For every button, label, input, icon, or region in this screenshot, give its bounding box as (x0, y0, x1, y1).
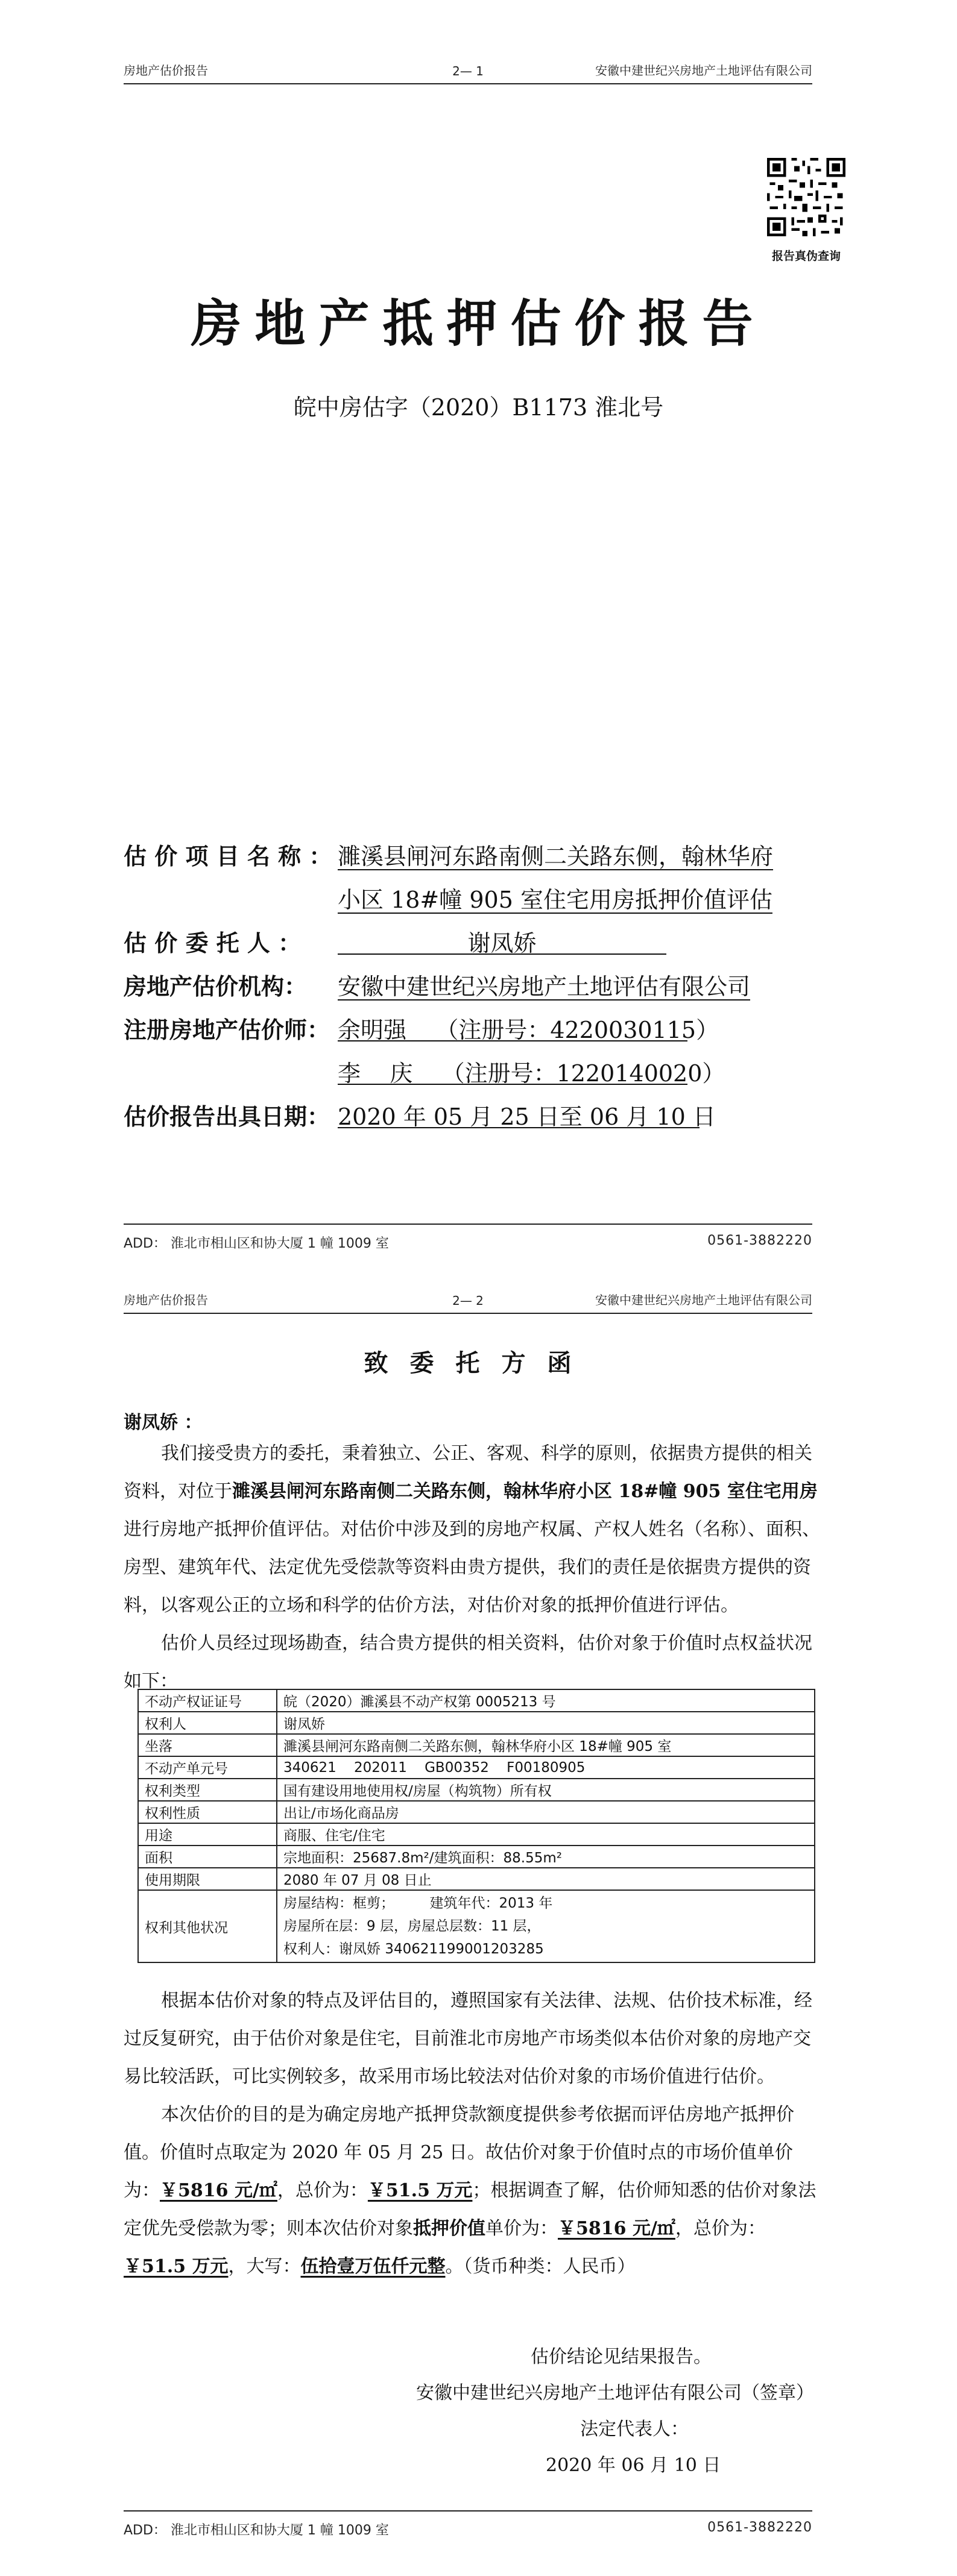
project-row-2 (124, 881, 817, 915)
running-header (124, 1290, 812, 1314)
qr-caption: 报告真伪查询 (771, 250, 841, 263)
appraiser-row-2 (124, 1055, 817, 1089)
table-row (138, 1712, 815, 1734)
table-row (138, 1846, 815, 1868)
footer-phone: 0561-3882220 (707, 1233, 812, 1248)
project-label: 估 价 项 目 名 称 ： (124, 843, 332, 870)
other-status-line: 权利人：谢凤娇 340621199001203285 (283, 1941, 544, 1957)
appraiser-label: 注册房地产估价师： (124, 1016, 330, 1043)
agency-label: 房地产估价机构： (124, 973, 308, 1000)
mortgage-price-words: 伍拾壹万伍仟元整 (300, 2256, 446, 2277)
letter-paragraph-2 (124, 1982, 823, 2285)
valuation-text-d: 单价为： (485, 2218, 558, 2239)
table-key: 不动产单元号 (138, 1756, 277, 1779)
table-row (138, 1868, 815, 1890)
table-value: 濉溪县闸河东路南侧二关路东侧，翰林华府小区 18#幢 905 室 (277, 1734, 815, 1756)
table-row (138, 1734, 815, 1756)
valuation-text-f: ，大写： (228, 2256, 301, 2277)
table-key: 权利类型 (138, 1779, 277, 1801)
report-number: 皖中房估字（2020）B1173 淮北号 (293, 394, 664, 421)
conclusion-note: 估价结论见结果报告。 (531, 2346, 712, 2367)
paragraph-intro (124, 1434, 823, 1624)
letter-salutation: 谢凤娇 ： (124, 1412, 203, 1433)
project-name-line2: 小区 18#幢 905 室住宅用房抵押价值评估 (338, 887, 772, 913)
paragraph-valuation (124, 2096, 823, 2285)
running-footer (124, 2510, 812, 2540)
header-company: 安徽中建世纪兴房地产土地评估有限公司 (595, 1293, 812, 1307)
letter-title: 致委托方函 (364, 1349, 593, 1377)
intro-text-a: 我们接受贵方的委托，秉着独立、公正、客观、科学的原则，依据贵方提供的相关资料，对位于 (124, 1443, 812, 1502)
header-left-text: 房地产估价报告 (124, 1293, 208, 1307)
table-key: 权利其他状况 (138, 1890, 277, 1962)
table-row (138, 1779, 815, 1801)
report-title: 房地产抵押估价报告 (191, 294, 766, 353)
mortgage-unit-price: ￥5816 元/㎡ (558, 2218, 675, 2239)
table-key: 不动产权证证号 (138, 1689, 277, 1712)
appraiser-2: 李 庆 （注册号：1220140020） (338, 1055, 687, 1085)
table-key: 用途 (138, 1823, 277, 1846)
running-footer (124, 1224, 812, 1254)
header-page-number: 2— 1 (452, 64, 484, 78)
table-value: 宗地面积：25687.8m²/建筑面积：88.55m² (277, 1846, 815, 1868)
table-key: 坐落 (138, 1734, 277, 1756)
header-left-text: 房地产估价报告 (124, 63, 208, 78)
table-row (138, 1823, 815, 1846)
mortgage-value-label: 抵押价值 (413, 2218, 485, 2239)
appraiser-row (124, 1011, 817, 1045)
table-value: 皖（2020）濉溪县不动产权第 0005213 号 (277, 1689, 815, 1712)
table-value: 谢凤娇 (277, 1712, 815, 1734)
footer-address: ADD： 淮北市相山区和协大厦 1 幢 1009 室 (124, 1236, 389, 1251)
running-header (124, 60, 812, 84)
table-value: 商服、住宅/住宅 (277, 1823, 815, 1846)
client-label: 估 价 委 托 人 ： (124, 929, 302, 957)
other-status-line: 房屋所在层：9 层，房屋总层数：11 层， (283, 1918, 541, 1934)
cover-info (124, 838, 817, 1142)
table-key: 使用期限 (138, 1868, 277, 1890)
valuation-text-c: ；根据调查了解，估价师知悉的估价对象法定优先受偿款为零；则本次估价对象 (124, 2180, 816, 2239)
appraiser-1: 余明强 （注册号：4220030115） (338, 1011, 687, 1041)
header-page-number: 2— 2 (452, 1293, 484, 1308)
table-key: 面积 (138, 1846, 277, 1868)
project-name-line1: 濉溪县闸河东路南侧二关路东侧，翰林华府 (338, 843, 774, 870)
table-row (138, 1689, 815, 1712)
other-status-line: 房屋结构：框剪； 建筑年代：2013 年 (283, 1896, 553, 1911)
valuation-text-g: 。（货币种类：人民币） (445, 2256, 636, 2277)
table-key: 权利人 (138, 1712, 277, 1734)
table-row (138, 1890, 815, 1962)
agency-row (124, 968, 817, 1002)
valuation-text-a: 本次估价的目的是为确定房地产抵押贷款额度提供参考依据而评估房地产抵押价值。价值时点取定为 2020 年 05 月 25 日。故估价对象于价值时点的市场价值单价为： (124, 2104, 794, 2201)
table-row (138, 1756, 815, 1779)
agency-value: 安徽中建世纪兴房地产土地评估有限公司 (338, 973, 751, 1000)
qr-code-icon[interactable] (767, 158, 845, 236)
table-value: 国有建设用地使用权/房屋（构筑物）所有权 (277, 1779, 815, 1801)
project-row (124, 838, 817, 872)
table-value: 出让/市场化商品房 (277, 1801, 815, 1823)
signature-date: 2020 年 06 月 10 日 (546, 2455, 721, 2476)
intro-text-c: 进行房地产抵押价值评估。对估价中涉及到的房地产权属、产权人姓名（名称）、面积、房型、建筑年代、法定优先受偿款等资料由贵方提供，我们的责任是依据贵方提供的资料，以客观公正的立场和科学的估价方法，对估价对象的抵押价值进行评估。 (124, 1519, 820, 1616)
mortgage-total-price: ￥51.5 万元 (124, 2256, 229, 2277)
paragraph-inspection: 估价人员经过现场勘查，结合贵方提供的相关资料，估价对象于价值时点权益状况如下： (124, 1633, 812, 1692)
letter-paragraph-1 (124, 1434, 823, 1700)
market-total-price: ￥51.5 万元 (367, 2180, 473, 2201)
table-value: 340621 202011 GB00352 F00180905 (277, 1756, 815, 1779)
company-signature: 安徽中建世纪兴房地产土地评估有限公司（签章） (416, 2383, 814, 2404)
paragraph-method: 根据本估价对象的特点及评估目的，遵照国家有关法律、法规、估价技术标准，经过反复研究，由于估价对象是住宅，目前淮北市房地产市场类似本估价对象的房地产交易比较活跃，可比实例较多，故采用市场比较法对估价对象的市场价值进行估价。 (124, 1990, 812, 2087)
header-company: 安徽中建世纪兴房地产土地评估有限公司 (595, 63, 812, 78)
valuation-text-b: ，总价为： (277, 2180, 368, 2201)
footer-phone: 0561-3882220 (707, 2520, 812, 2535)
table-value-multiline (277, 1890, 815, 1962)
rights-table (137, 1689, 815, 1963)
qr-block (761, 158, 851, 263)
date-value: 2020 年 05 月 25 日至 06 月 10 日 (338, 1098, 700, 1128)
property-location: 濉溪县闸河东路南侧二关路东侧，翰林华府小区 18#幢 905 室住宅用房 (232, 1481, 818, 1502)
table-row (138, 1801, 815, 1823)
client-value: 谢凤娇 (338, 925, 666, 955)
legal-representative: 法定代表人： (580, 2419, 689, 2440)
footer-address: ADD： 淮北市相山区和协大厦 1 幢 1009 室 (124, 2523, 389, 2538)
valuation-text-e: ，总价为： (675, 2218, 766, 2239)
table-value: 2080 年 07 月 08 日止 (277, 1868, 815, 1890)
date-row (124, 1098, 817, 1132)
date-label: 估价报告出具日期： (124, 1103, 330, 1130)
market-unit-price: ￥5816 元/㎡ (160, 2180, 277, 2201)
table-key: 权利性质 (138, 1801, 277, 1823)
client-row (124, 925, 817, 958)
page-letter (0, 1290, 957, 2576)
